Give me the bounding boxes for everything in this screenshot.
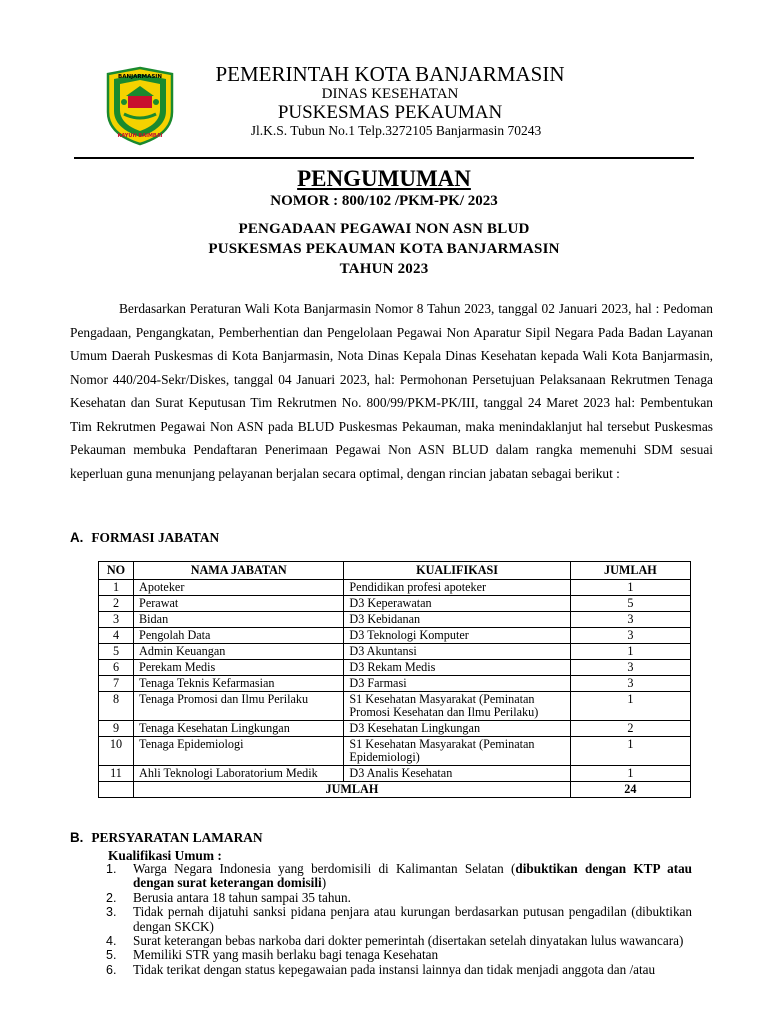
col-header-nama-jabatan: NAMA JABATAN [134,562,344,580]
header-department: DINAS KESEHATAN [321,86,459,102]
cell-no: 6 [99,660,134,676]
subtitle-line-3: TAHUN 2023 [339,261,429,277]
cell-nama-jabatan: Bidan [134,612,344,628]
svg-text:BANJARMASIN: BANJARMASIN [118,74,162,80]
requirement-number: 4. [106,934,117,949]
requirement-text: Warga Negara Indonesia yang berdomisili di Kalimantan Selatan ( [133,861,516,876]
cell-kualifikasi: D3 Rekam Medis [344,660,570,676]
cell-no: 2 [99,596,134,612]
table-row [99,628,691,644]
cell-kualifikasi: D3 Analis Kesehatan [344,766,570,782]
table-row [99,644,691,660]
cell-nama-jabatan: Admin Keuangan [134,644,344,660]
cell-kualifikasi: S1 Kesehatan Masyarakat (Peminatan Promosi Kesehatan dan Ilmu Perilaku) [344,692,570,721]
svg-text:KAYUH BAIMBAI: KAYUH BAIMBAI [117,133,163,139]
section-a-title: FORMASI JABATAN [91,530,220,545]
cell-kualifikasi: Pendidikan profesi apoteker [344,580,570,596]
formasi-jabatan-table [98,561,691,798]
col-header-no: NO [99,562,134,580]
cell-nama-jabatan: Tenaga Promosi dan Ilmu Perilaku [134,692,344,721]
cell-no: 1 [99,580,134,596]
requirement-text: Tidak terikat dengan status kepegawaian pada instansi lainnya dan tidak menjadi anggota dan /atau [133,961,656,977]
table-total-row [99,782,691,798]
cell-nama-jabatan: Perekam Medis [134,660,344,676]
requirements-list [70,862,692,977]
table-row [99,721,691,737]
cell-jumlah: 1 [570,766,690,782]
document-title: PENGUMUMAN [297,166,471,191]
cell-kualifikasi: D3 Keperawatan [344,596,570,612]
cell-no: 10 [99,737,134,766]
cell-no: 9 [99,721,134,737]
requirement-number: 5. [106,948,117,963]
cell-no: 7 [99,676,134,692]
requirement-text: Berusia antara 18 tahun sampai 35 tahun. [133,889,351,905]
table-row [99,676,691,692]
cell-jumlah: 3 [570,612,690,628]
cell-no: 3 [99,612,134,628]
total-label: JUMLAH [134,782,571,798]
requirement-item [70,948,692,962]
cell-jumlah: 1 [570,737,690,766]
requirement-number: 2. [106,890,117,905]
header-government-name: PEMERINTAH KOTA BANJARMASIN [215,62,565,86]
cell-nama-jabatan: Tenaga Kesehatan Lingkungan [134,721,344,737]
cell-jumlah: 3 [570,660,690,676]
section-a-letter: A. [70,530,84,545]
cell-jumlah: 5 [570,596,690,612]
header-divider [74,157,694,159]
requirement-text: Tidak pernah dijatuhi sanksi pidana penjara atau kurungan berdasarkan putusan pengadilan (dibuktikan dengan SKCK) [133,904,692,934]
header-puskesmas: PUSKESMAS PEKAUMAN [277,102,503,123]
document-number: NOMOR : 800/102 /PKM-PK/ 2023 [270,193,498,209]
section-b-title: PERSYARATAN LAMARAN [91,830,263,845]
cell-jumlah: 3 [570,676,690,692]
cell-jumlah: 2 [570,721,690,737]
cell-jumlah: 1 [570,644,690,660]
cell-jumlah: 1 [570,692,690,721]
table-row [99,737,691,766]
table-row [99,692,691,721]
requirement-text: Memiliki STR yang masih berlaku bagi tenaga Kesehatan [133,947,439,963]
requirement-item [70,963,692,977]
cell-kualifikasi: D3 Farmasi [344,676,570,692]
total-value: 24 [570,782,690,798]
table-row [99,596,691,612]
subtitle-line-1: PENGADAAN PEGAWAI NON ASN BLUD [238,221,530,237]
cell-jumlah: 1 [570,580,690,596]
cell-empty [99,782,134,798]
section-b-letter: B. [70,830,84,845]
table-row [99,660,691,676]
banjarmasin-emblem-logo [104,66,176,146]
requirement-number: 6. [106,962,117,977]
cell-kualifikasi: D3 Teknologi Komputer [344,628,570,644]
requirement-number: 3. [106,905,117,920]
cell-nama-jabatan: Tenaga Epidemiologi [134,737,344,766]
intro-paragraph: Berdasarkan Peraturan Wali Kota Banjarmasin Nomor 8 Tahun 2023, tanggal 02 Januari 2023, hal : Pedoman Pengadaan, Pengangkatan, Pemberhentian dan Pengelolaan Pegawai Non Aparatur Sipil Negara Pada Badan Layanan Umum Daerah Puskesmas di Kota Banjarmasin, Nota Dinas Kepala Dinas Kesehatan kepada Wali Kota Banjarmasin, Nomor 440/204-Sekr/Diskes, tanggal 04 Januari 2023, hal: Permohonan Persetujuan Pelaksanaan Rekrutmen Tenaga Kesehatan dan Surat Keputusan Tim Rekrutmen No. 800/99/PKM-PK/III, tanggal 24 Maret 2023 hal: Pembentukan Tim Rekrutmen Pegawai Non ASN pada BLUD Puskesmas Pekauman, maka menindaklanjut hal tersebut Puskesmas Pekauman membuka Pendaftaran Penerimaan Pegawai Non ASN BLUD dalam rangka memenuhi SDM sesuai keperluan guna menunjang pelayanan berjalan secara optimal, dengan rincian jabatan sebagai berikut : [70,301,713,481]
section-a-heading [70,530,219,546]
header-address: Jl.K.S. Tubun No.1 Telp.3272105 Banjarmasin 70243 [250,123,542,138]
subtitle-line-2: PUSKESMAS PEKAUMAN KOTA BANJARMASIN [208,241,560,257]
requirement-after-text: ) [321,875,327,891]
cell-nama-jabatan: Ahli Teknologi Laboratorium Medik [134,766,344,782]
cell-no: 8 [99,692,134,721]
cell-no: 11 [99,766,134,782]
requirement-item [70,862,692,891]
col-header-jumlah: JUMLAH [570,562,690,580]
col-header-kualifikasi: KUALIFIKASI [344,562,570,580]
cell-kualifikasi: D3 Kesehatan Lingkungan [344,721,570,737]
table-row [99,580,691,596]
cell-kualifikasi: D3 Akuntansi [344,644,570,660]
requirement-number: 1. [106,862,117,876]
table-row [99,612,691,628]
cell-jumlah: 3 [570,628,690,644]
cell-nama-jabatan: Perawat [134,596,344,612]
kualifikasi-umum-heading: Kualifikasi Umum : [108,848,222,863]
cell-kualifikasi: S1 Kesehatan Masyarakat (Peminatan Epidemiologi) [344,737,570,766]
requirement-text: Surat keterangan bebas narkoba dari dokter pemerintah (disertakan setelah dinyatakan lulus wawancara) [133,933,684,949]
cell-kualifikasi: D3 Kebidanan [344,612,570,628]
section-b-heading [70,830,263,846]
cell-nama-jabatan: Pengolah Data [134,628,344,644]
requirement-item [70,934,692,948]
table-header-row [99,562,691,580]
cell-no: 5 [99,644,134,660]
cell-nama-jabatan: Tenaga Teknis Kefarmasian [134,676,344,692]
cell-no: 4 [99,628,134,644]
requirement-bold-text: dibuktikan dengan KTP atau dengan surat keterangan domisili [133,861,693,891]
requirement-item [70,905,692,934]
requirement-item [70,891,692,905]
table-row [99,766,691,782]
cell-nama-jabatan: Apoteker [134,580,344,596]
